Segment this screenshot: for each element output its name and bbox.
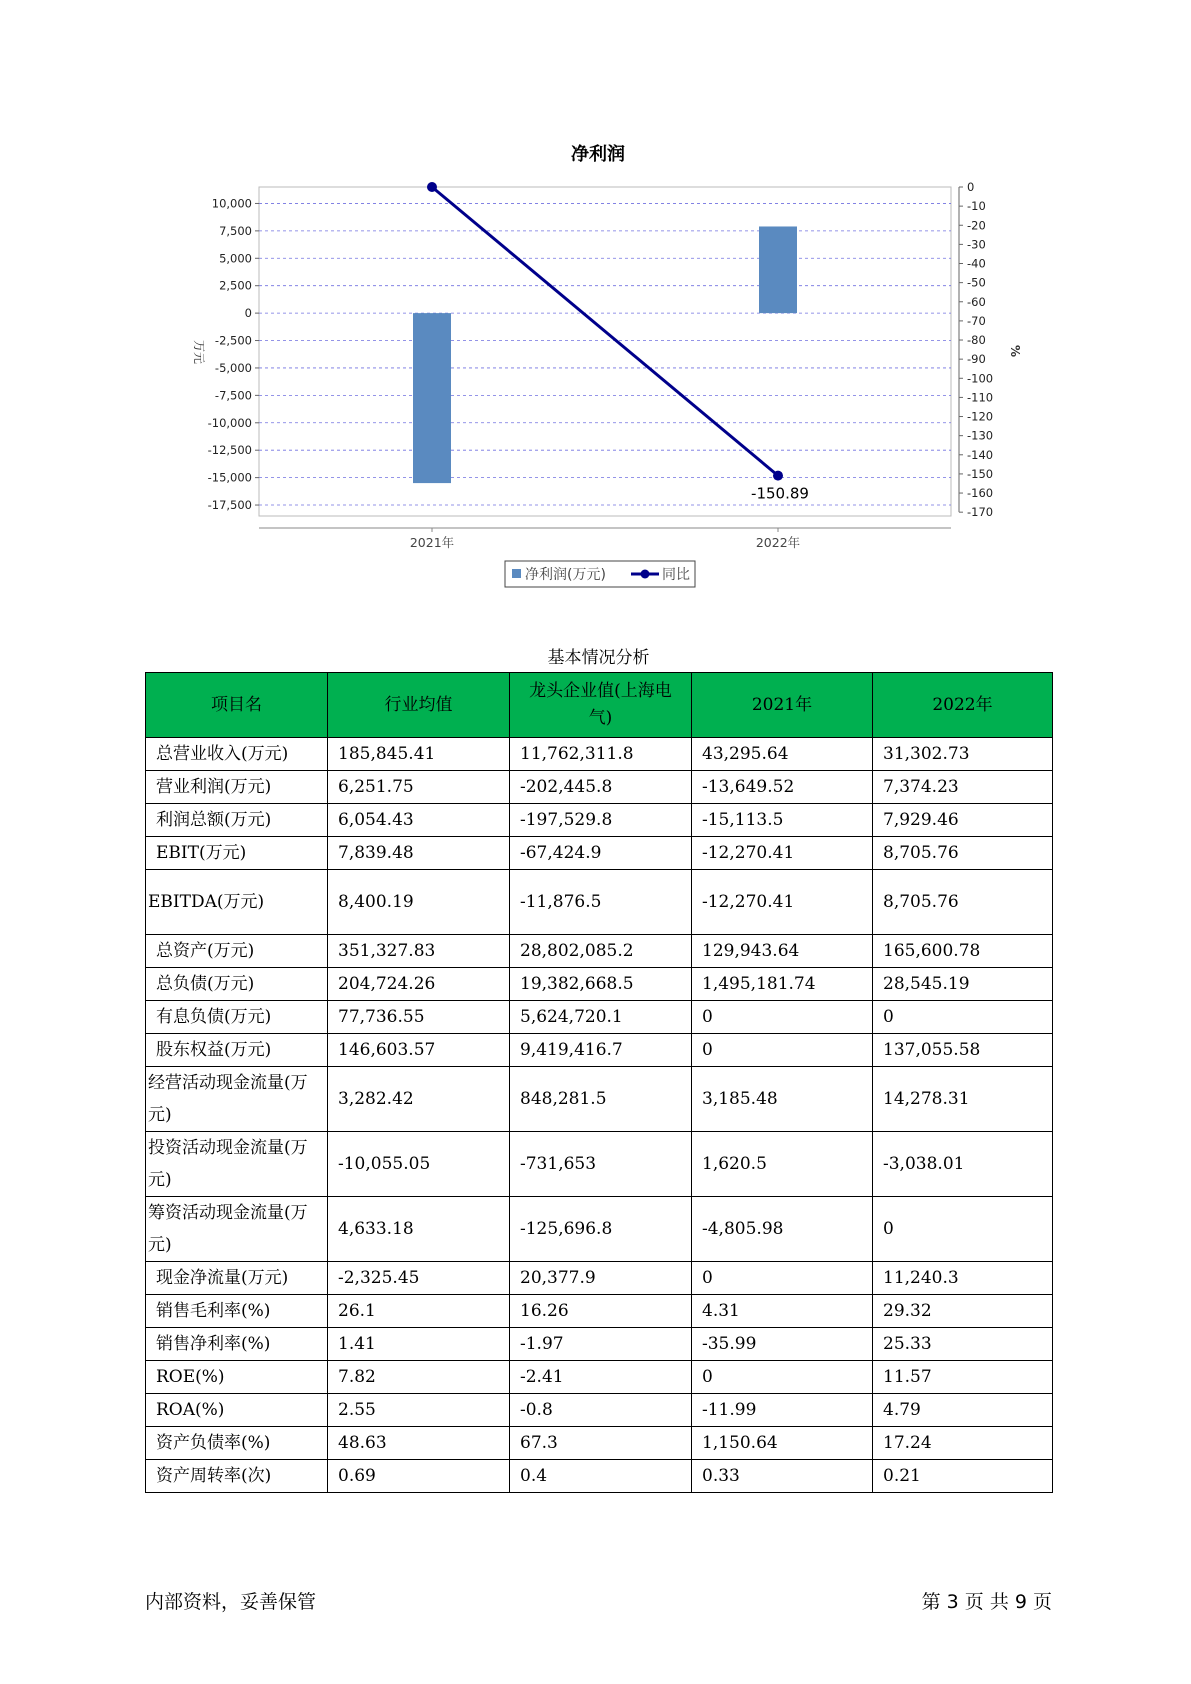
table-row bbox=[146, 1132, 1053, 1197]
table-cell: 5,624,720.1 bbox=[510, 1001, 692, 1034]
table-row bbox=[146, 771, 1053, 804]
table-cell: 7,929.46 bbox=[873, 804, 1053, 837]
table-row bbox=[146, 1034, 1053, 1067]
table-row bbox=[146, 1328, 1053, 1361]
table-cell: 67.3 bbox=[510, 1427, 692, 1460]
table-cell: 77,736.55 bbox=[328, 1001, 510, 1034]
table-cell: 1,620.5 bbox=[692, 1132, 873, 1197]
table-cell: -2.41 bbox=[510, 1361, 692, 1394]
table-cell: 28,545.19 bbox=[873, 968, 1053, 1001]
left-tick-label: 5,000 bbox=[219, 251, 252, 266]
table-cell: 185,845.41 bbox=[328, 738, 510, 771]
table-cell: 17.24 bbox=[873, 1427, 1053, 1460]
table-row bbox=[146, 1295, 1053, 1328]
row-name-cell: EBIT(万元) bbox=[146, 837, 328, 870]
right-tick-label: -120 bbox=[967, 409, 994, 424]
table-cell: 0.21 bbox=[873, 1460, 1053, 1493]
table-cell: -1.97 bbox=[510, 1328, 692, 1361]
row-name-cell: 投资活动现金流量(万元) bbox=[146, 1132, 328, 1197]
table-cell: 1,495,181.74 bbox=[692, 968, 873, 1001]
table-header-cell: 2021年 bbox=[692, 673, 873, 738]
right-tick-label: -100 bbox=[967, 371, 994, 386]
table-cell: 0 bbox=[692, 1001, 873, 1034]
table-cell: 8,400.19 bbox=[328, 870, 510, 935]
table-cell: 0.4 bbox=[510, 1460, 692, 1493]
table-cell: 204,724.26 bbox=[328, 968, 510, 1001]
chart-legend bbox=[505, 561, 695, 587]
left-tick-label: 7,500 bbox=[219, 223, 252, 238]
table-cell: -197,529.8 bbox=[510, 804, 692, 837]
table-cell: 129,943.64 bbox=[692, 935, 873, 968]
legend-bar-swatch bbox=[512, 569, 521, 578]
table-cell: 1.41 bbox=[328, 1328, 510, 1361]
left-tick-label: -2,500 bbox=[214, 333, 252, 348]
table-cell: 2.55 bbox=[328, 1394, 510, 1427]
table-cell: -0.8 bbox=[510, 1394, 692, 1427]
table-row bbox=[146, 870, 1053, 935]
table-header-cell: 2022年 bbox=[873, 673, 1053, 738]
table-cell: 11,240.3 bbox=[873, 1262, 1053, 1295]
row-name-cell: 筹资活动现金流量(万元) bbox=[146, 1197, 328, 1262]
left-tick-label: -5,000 bbox=[214, 360, 252, 375]
row-name-cell: 资产周转率(次) bbox=[146, 1460, 328, 1493]
table-header-cell: 龙头企业值(上海电气) bbox=[510, 673, 692, 738]
table-cell: 11.57 bbox=[873, 1361, 1053, 1394]
left-tick-label: 2,500 bbox=[219, 278, 252, 293]
table-cell: 6,251.75 bbox=[328, 771, 510, 804]
y-axis-right-title: % bbox=[1008, 344, 1022, 358]
table-cell: 31,302.73 bbox=[873, 738, 1053, 771]
yoy-point bbox=[773, 471, 783, 481]
row-name-cell: 总负债(万元) bbox=[146, 968, 328, 1001]
analysis-table bbox=[145, 672, 1053, 1493]
table-cell: -125,696.8 bbox=[510, 1197, 692, 1262]
table-row bbox=[146, 968, 1053, 1001]
table-cell: -35.99 bbox=[692, 1328, 873, 1361]
table-cell: 11,762,311.8 bbox=[510, 738, 692, 771]
table-cell: 48.63 bbox=[328, 1427, 510, 1460]
chart-title: 净利润 bbox=[571, 144, 625, 165]
table-cell: 8,705.76 bbox=[873, 870, 1053, 935]
right-tick-label: -80 bbox=[967, 333, 986, 348]
table-cell: 137,055.58 bbox=[873, 1034, 1053, 1067]
left-tick-label: -15,000 bbox=[207, 470, 252, 485]
table-title: 基本情况分析 bbox=[547, 648, 650, 668]
table-row bbox=[146, 804, 1053, 837]
table-cell: 848,281.5 bbox=[510, 1067, 692, 1132]
row-name-cell: 资产负债率(%) bbox=[146, 1427, 328, 1460]
table-cell: 3,282.42 bbox=[328, 1067, 510, 1132]
table-cell: -3,038.01 bbox=[873, 1132, 1053, 1197]
right-tick-label: -130 bbox=[967, 428, 994, 443]
right-tick-label: -90 bbox=[967, 352, 986, 367]
table-cell: -202,445.8 bbox=[510, 771, 692, 804]
net-profit-bar bbox=[759, 226, 797, 313]
net-profit-chart bbox=[0, 0, 1191, 600]
table-row bbox=[146, 1067, 1053, 1132]
table-row bbox=[146, 1361, 1053, 1394]
table-row bbox=[146, 935, 1053, 968]
row-name-cell: 总资产(万元) bbox=[146, 935, 328, 968]
table-cell: 4.31 bbox=[692, 1295, 873, 1328]
row-name-cell: 总营业收入(万元) bbox=[146, 738, 328, 771]
right-tick-label: -170 bbox=[967, 505, 994, 520]
table-cell: 26.1 bbox=[328, 1295, 510, 1328]
footer-page-number: 第 3 页 共 9 页 bbox=[921, 1591, 1052, 1613]
left-tick-label: -17,500 bbox=[207, 498, 252, 513]
row-name-cell: EBITDA(万元) bbox=[146, 870, 328, 935]
left-tick-label: 0 bbox=[244, 306, 252, 321]
table-cell: 20,377.9 bbox=[510, 1262, 692, 1295]
table-cell: 3,185.48 bbox=[692, 1067, 873, 1132]
table-cell: 0 bbox=[692, 1034, 873, 1067]
table-cell: 14,278.31 bbox=[873, 1067, 1053, 1132]
table-cell: 0 bbox=[692, 1361, 873, 1394]
table-cell: -10,055.05 bbox=[328, 1132, 510, 1197]
table-cell: 0 bbox=[873, 1197, 1053, 1262]
table-cell: 146,603.57 bbox=[328, 1034, 510, 1067]
legend-bar-label: 净利润(万元) bbox=[525, 567, 606, 583]
table-cell: -67,424.9 bbox=[510, 837, 692, 870]
table-header-row bbox=[146, 673, 1053, 738]
table-cell: -11.99 bbox=[692, 1394, 873, 1427]
table-cell: 16.26 bbox=[510, 1295, 692, 1328]
row-name-cell: 有息负债(万元) bbox=[146, 1001, 328, 1034]
row-name-cell: ROA(%) bbox=[146, 1394, 328, 1427]
table-cell: 1,150.64 bbox=[692, 1427, 873, 1460]
right-tick-label: -30 bbox=[967, 237, 986, 252]
table-cell: -12,270.41 bbox=[692, 837, 873, 870]
left-tick-label: -10,000 bbox=[207, 415, 252, 430]
row-name-cell: 销售毛利率(%) bbox=[146, 1295, 328, 1328]
right-tick-label: -60 bbox=[967, 294, 986, 309]
left-tick-label: -7,500 bbox=[214, 388, 252, 403]
legend-line-label: 同比 bbox=[662, 567, 690, 583]
table-row bbox=[146, 1427, 1053, 1460]
left-tick-label: 10,000 bbox=[211, 196, 252, 211]
table-cell: 43,295.64 bbox=[692, 738, 873, 771]
table-cell: 0 bbox=[692, 1262, 873, 1295]
right-tick-label: -50 bbox=[967, 275, 986, 290]
table-cell: -4,805.98 bbox=[692, 1197, 873, 1262]
table-row bbox=[146, 1262, 1053, 1295]
plot-area bbox=[259, 187, 951, 516]
yoy-data-label: -150.89 bbox=[751, 484, 809, 503]
table-cell: 0 bbox=[873, 1001, 1053, 1034]
table-cell: 8,705.76 bbox=[873, 837, 1053, 870]
table-row bbox=[146, 1197, 1053, 1262]
table-cell: -11,876.5 bbox=[510, 870, 692, 935]
row-name-cell: ROE(%) bbox=[146, 1361, 328, 1394]
table-row bbox=[146, 837, 1053, 870]
right-tick-label: 0 bbox=[967, 180, 975, 194]
table-cell: 0.33 bbox=[692, 1460, 873, 1493]
table-cell: 9,419,416.7 bbox=[510, 1034, 692, 1067]
right-tick-label: -160 bbox=[967, 486, 994, 501]
footer-confidential: 内部资料，妥善保管 bbox=[145, 1591, 317, 1613]
table-cell: -15,113.5 bbox=[692, 804, 873, 837]
table-cell: -731,653 bbox=[510, 1132, 692, 1197]
row-name-cell: 股东权益(万元) bbox=[146, 1034, 328, 1067]
right-tick-label: -10 bbox=[967, 199, 986, 214]
table-cell: 25.33 bbox=[873, 1328, 1053, 1361]
right-tick-label: -140 bbox=[967, 447, 994, 462]
table-header-cell: 行业均值 bbox=[328, 673, 510, 738]
table-cell: -12,270.41 bbox=[692, 870, 873, 935]
right-tick-label: -110 bbox=[967, 390, 994, 405]
legend-line-marker bbox=[641, 570, 650, 579]
right-tick-label: -40 bbox=[967, 256, 986, 271]
table-row bbox=[146, 1394, 1053, 1427]
row-name-cell: 经营活动现金流量(万元) bbox=[146, 1067, 328, 1132]
table-cell: 7,839.48 bbox=[328, 837, 510, 870]
row-name-cell: 销售净利率(%) bbox=[146, 1328, 328, 1361]
row-name-cell: 现金净流量(万元) bbox=[146, 1262, 328, 1295]
table-cell: 4.79 bbox=[873, 1394, 1053, 1427]
row-name-cell: 利润总额(万元) bbox=[146, 804, 328, 837]
right-tick-label: -150 bbox=[967, 466, 994, 481]
table-cell: 7.82 bbox=[328, 1361, 510, 1394]
x-tick-label: 2021年 bbox=[409, 535, 455, 550]
left-tick-label: -12,500 bbox=[207, 443, 252, 458]
right-tick-label: -20 bbox=[967, 218, 986, 233]
table-cell: 165,600.78 bbox=[873, 935, 1053, 968]
table-cell: -13,649.52 bbox=[692, 771, 873, 804]
table-cell: 351,327.83 bbox=[328, 935, 510, 968]
table-cell: 0.69 bbox=[328, 1460, 510, 1493]
row-name-cell: 营业利润(万元) bbox=[146, 771, 328, 804]
yoy-point bbox=[427, 182, 437, 192]
net-profit-bar bbox=[413, 313, 451, 483]
right-tick-label: -70 bbox=[967, 313, 986, 328]
table-cell: 7,374.23 bbox=[873, 771, 1053, 804]
table-cell: -2,325.45 bbox=[328, 1262, 510, 1295]
table-cell: 6,054.43 bbox=[328, 804, 510, 837]
table-row bbox=[146, 1001, 1053, 1034]
table-cell: 19,382,668.5 bbox=[510, 968, 692, 1001]
table-header-cell: 项目名 bbox=[146, 673, 328, 738]
x-tick-label: 2022年 bbox=[755, 535, 801, 550]
table-row bbox=[146, 1460, 1053, 1493]
table-cell: 4,633.18 bbox=[328, 1197, 510, 1262]
y-axis-left-title: 万元 bbox=[192, 339, 206, 365]
table-row bbox=[146, 738, 1053, 771]
table-cell: 28,802,085.2 bbox=[510, 935, 692, 968]
table-cell: 29.32 bbox=[873, 1295, 1053, 1328]
